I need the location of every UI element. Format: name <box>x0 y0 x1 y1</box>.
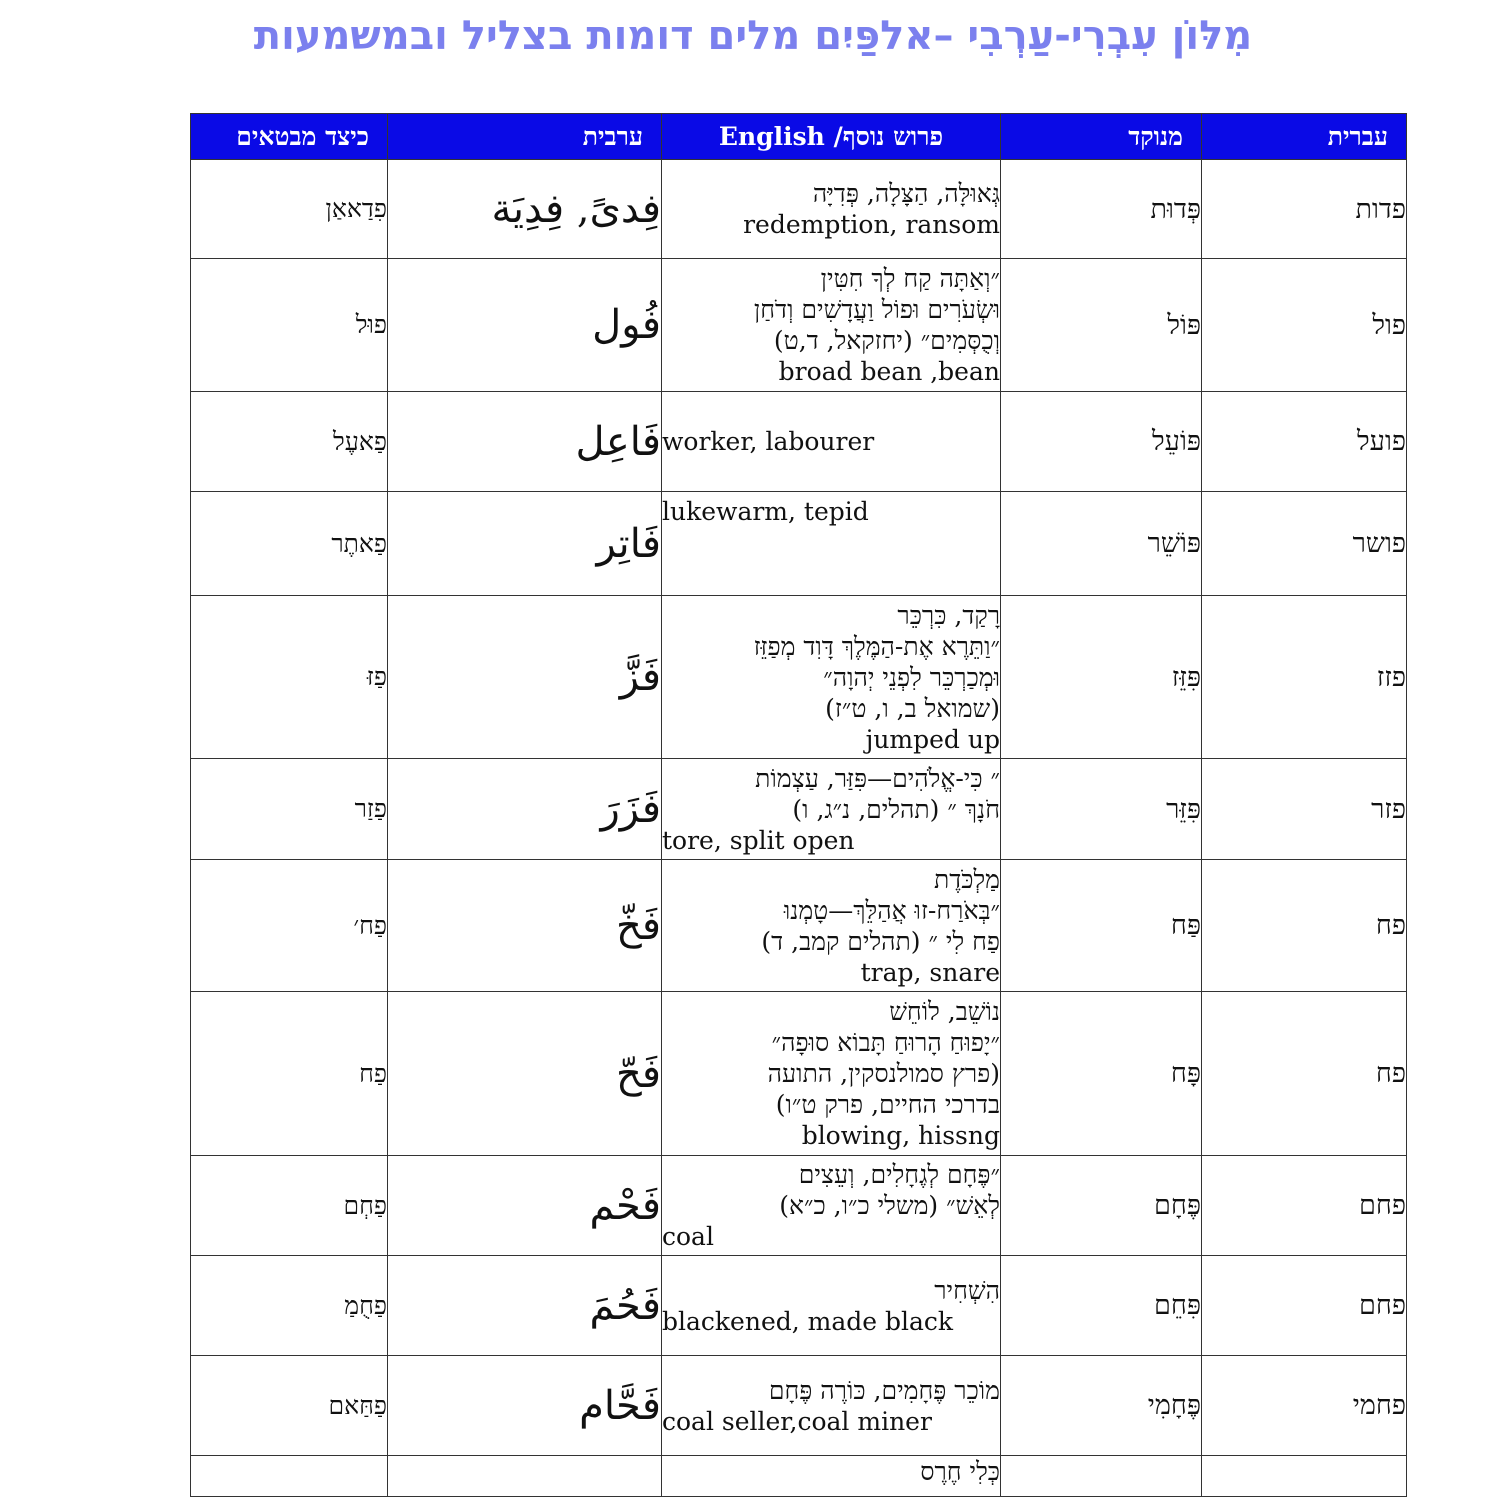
meaning-english-line: worker, labourer <box>662 427 875 456</box>
meaning-hebrew-line: ״יָפוּחַ הָרוּחַ תָּבוֹא סוּפָה״ <box>771 1028 1000 1057</box>
voweled-cell: פְּדוּת <box>1001 160 1202 259</box>
header-voweled: מנוקד <box>1001 114 1202 160</box>
meaning-cell <box>662 860 1001 992</box>
meaning-english-line: coal seller,coal miner <box>662 1406 932 1436</box>
voweled-cell: פֶּחָם <box>1001 1156 1202 1256</box>
pronunciation-cell: פִדַאאַן <box>191 160 388 259</box>
meaning-hebrew-line: וּשְׂעֹרִים וּפוֹל וַעֲדָשִׁים וְדֹחַן <box>753 295 1000 324</box>
meaning-hebrew-line: ״פֶּחָם לְגֶחָלִים, וְעֵצִים <box>798 1160 1000 1189</box>
hebrew-cell: פחם <box>1202 1256 1407 1356</box>
hebrew-cell: פול <box>1202 259 1407 392</box>
hebrew-cell: פזר <box>1202 759 1407 860</box>
hebrew-cell: פושר <box>1202 492 1407 596</box>
pronunciation-cell <box>191 1456 388 1497</box>
meaning-hebrew-line: ״בְּאֹרַח-זוּ אֲהַלֵּךְ—טָמְנוּ <box>783 895 1000 925</box>
table-row <box>191 160 1407 259</box>
meaning-hebrew-line: הִשְׁחִיר <box>934 1275 1000 1305</box>
arabic-cell: فَزَرَ <box>388 759 662 860</box>
header-english-label: English <box>718 121 825 151</box>
hebrew-cell <box>1202 1456 1407 1497</box>
header-english <box>662 114 1001 160</box>
meaning-cell <box>662 1356 1001 1456</box>
hebrew-cell: פדות <box>1202 160 1407 259</box>
meaning-hebrew-line: מוֹכֵר פֶּחָמִים, כּוֹרֶה פֶּחָם <box>768 1375 1000 1405</box>
meaning-hebrew-line: (שמואל ב, ו, ט״ז) <box>825 693 1000 723</box>
table-row <box>191 596 1407 759</box>
meaning-hebrew-line: חֹנָךְ ״ (תהלים, נ״ג, ו) <box>792 794 1000 824</box>
meaning-cell <box>662 259 1001 392</box>
meaning-hebrew-line: מַלְכֹּדֶת <box>933 864 1000 894</box>
header-arabic: ערבית <box>388 114 662 160</box>
voweled-cell <box>1001 1456 1202 1497</box>
pronunciation-cell: פַחַּאם <box>191 1356 388 1456</box>
table-row <box>191 1156 1407 1256</box>
table-body <box>191 160 1407 1497</box>
meaning-english-line: lukewarm, tepid <box>662 497 869 526</box>
meaning-hebrew-line: רָקַד, כִּרְכֵּר <box>897 600 1000 630</box>
voweled-cell: פֶּחָמִי <box>1001 1356 1202 1456</box>
meaning-english-line: blowing, hissng <box>801 1121 1000 1150</box>
meaning-hebrew-line: ״ כִּי-אֱלֹהִים—פִּזַּר, עַצְמוֹת <box>755 763 1000 793</box>
meaning-cell <box>662 596 1001 759</box>
table-row <box>191 1356 1407 1456</box>
pronunciation-cell: פַח׳ <box>191 860 388 992</box>
voweled-cell: פּוֹעֵל <box>1001 392 1202 492</box>
arabic-cell: فَحُمَ <box>388 1256 662 1356</box>
meaning-hebrew-line: בדרכי החיים, פרק ט״ו) <box>775 1090 1000 1119</box>
meaning-cell <box>662 1456 1001 1497</box>
meaning-hebrew-line: ״וְאַתָּה קַח לְךָ חִטִּין <box>820 264 1000 293</box>
pronunciation-cell: פוּל <box>191 259 388 392</box>
pronunciation-cell: פַחֻמַ <box>191 1256 388 1356</box>
arabic-cell: فَاتِر <box>388 492 662 596</box>
page-title: מִלּוֹן עִבְרִי-עַרְבִי –אלפַּיִם מלים דומות בצליל ובמשמעות <box>253 13 1253 59</box>
pronunciation-cell: פַזַר <box>191 759 388 860</box>
arabic-cell: فَاعِل <box>388 392 662 492</box>
pronunciation-cell: פַזּ <box>191 596 388 759</box>
meaning-cell <box>662 759 1001 860</box>
meaning-english-line: redemption, ransom <box>743 210 1000 239</box>
table-row <box>191 492 1407 596</box>
pronunciation-cell: פַאתֶר <box>191 492 388 596</box>
hebrew-cell: פזז <box>1202 596 1407 759</box>
table-row <box>191 392 1407 492</box>
table-row <box>191 259 1407 392</box>
header-row <box>191 114 1407 160</box>
meaning-cell <box>662 392 1001 492</box>
arabic-cell: فِدىً, فِدِيَة <box>388 160 662 259</box>
meaning-cell <box>662 992 1001 1156</box>
meaning-cell <box>662 1256 1001 1356</box>
table-row <box>191 1256 1407 1356</box>
voweled-cell: פִּזֵּז <box>1001 596 1202 759</box>
pronunciation-cell: פַחְם <box>191 1156 388 1256</box>
meaning-cell <box>662 492 1001 596</box>
meaning-cell <box>662 160 1001 259</box>
meaning-hebrew-line: לְאֵשׁ״ (משלי כ״ו, כ״א) <box>779 1191 1000 1220</box>
voweled-cell: פָּח <box>1001 992 1202 1156</box>
meaning-english-line: jumped up <box>865 724 1000 754</box>
dictionary-table <box>190 113 1407 1497</box>
table-row <box>191 860 1407 992</box>
pronunciation-cell: פַאעֶל <box>191 392 388 492</box>
voweled-cell: פִּזֵּר <box>1001 759 1202 860</box>
arabic-cell: فَخّ <box>388 860 662 992</box>
meaning-hebrew-line: כְּלִי חֶרֶס <box>920 1457 1000 1486</box>
hebrew-cell: פח <box>1202 992 1407 1156</box>
voweled-cell: פַּח <box>1001 860 1202 992</box>
meaning-hebrew-line: גְּאוּלָּה, הַצָּלָה, פְּדִיָּה <box>812 179 1000 208</box>
arabic-cell: فَحّ <box>388 992 662 1156</box>
meaning-english-line: broad bean ,bean <box>778 357 1000 386</box>
voweled-cell: פּוֹשֵׁר <box>1001 492 1202 596</box>
meaning-english-line: trap, snare <box>860 957 1000 987</box>
voweled-cell: פִּחֵם <box>1001 1256 1202 1356</box>
header-hebrew: עברית <box>1202 114 1407 160</box>
hebrew-cell: פועל <box>1202 392 1407 492</box>
meaning-english-line: coal <box>662 1222 714 1251</box>
meaning-hebrew-line: וּמְכַרְכֵּר לִפְנֵי יְהוָה״ <box>823 662 1000 692</box>
meaning-hebrew-line: וְכֻסְּמִים״ (יחזקאל, ד,ט) <box>773 326 1000 355</box>
header-english-heb: פרוש נוסף/ <box>833 121 944 151</box>
arabic-cell: فُول <box>388 259 662 392</box>
hebrew-cell: פחם <box>1202 1156 1407 1256</box>
meaning-hebrew-line: (פרץ סמולנסקין, התועה <box>767 1059 1000 1088</box>
hebrew-cell: פחמי <box>1202 1356 1407 1456</box>
voweled-cell: פּוֹל <box>1001 259 1202 392</box>
arabic-cell: فَحْم <box>388 1156 662 1256</box>
header-how: כיצד מבטאים <box>191 114 388 160</box>
meaning-hebrew-line: פַח לִי ״ (תהלים קמב, ד) <box>761 926 1000 956</box>
table-row <box>191 759 1407 860</box>
arabic-cell: فَحَّام <box>388 1356 662 1456</box>
table-row <box>191 1456 1407 1497</box>
meaning-hebrew-line: ״וַתֵּרֶא אֶת-הַמֶּלֶךְ דָּוִד מְפַזֵּז <box>753 631 1000 661</box>
meaning-english-line: tore, split open <box>662 825 855 855</box>
hebrew-cell: פח <box>1202 860 1407 992</box>
meaning-cell <box>662 1156 1001 1256</box>
meaning-hebrew-line: נוֹשֵׁב, לוֹחֵשׁ <box>889 997 1000 1026</box>
meaning-english-line: blackened, made black <box>662 1306 954 1336</box>
arabic-cell <box>388 1456 662 1497</box>
arabic-cell: فَزَّ <box>388 596 662 759</box>
table-row <box>191 992 1407 1156</box>
pronunciation-cell: פַח <box>191 992 388 1156</box>
